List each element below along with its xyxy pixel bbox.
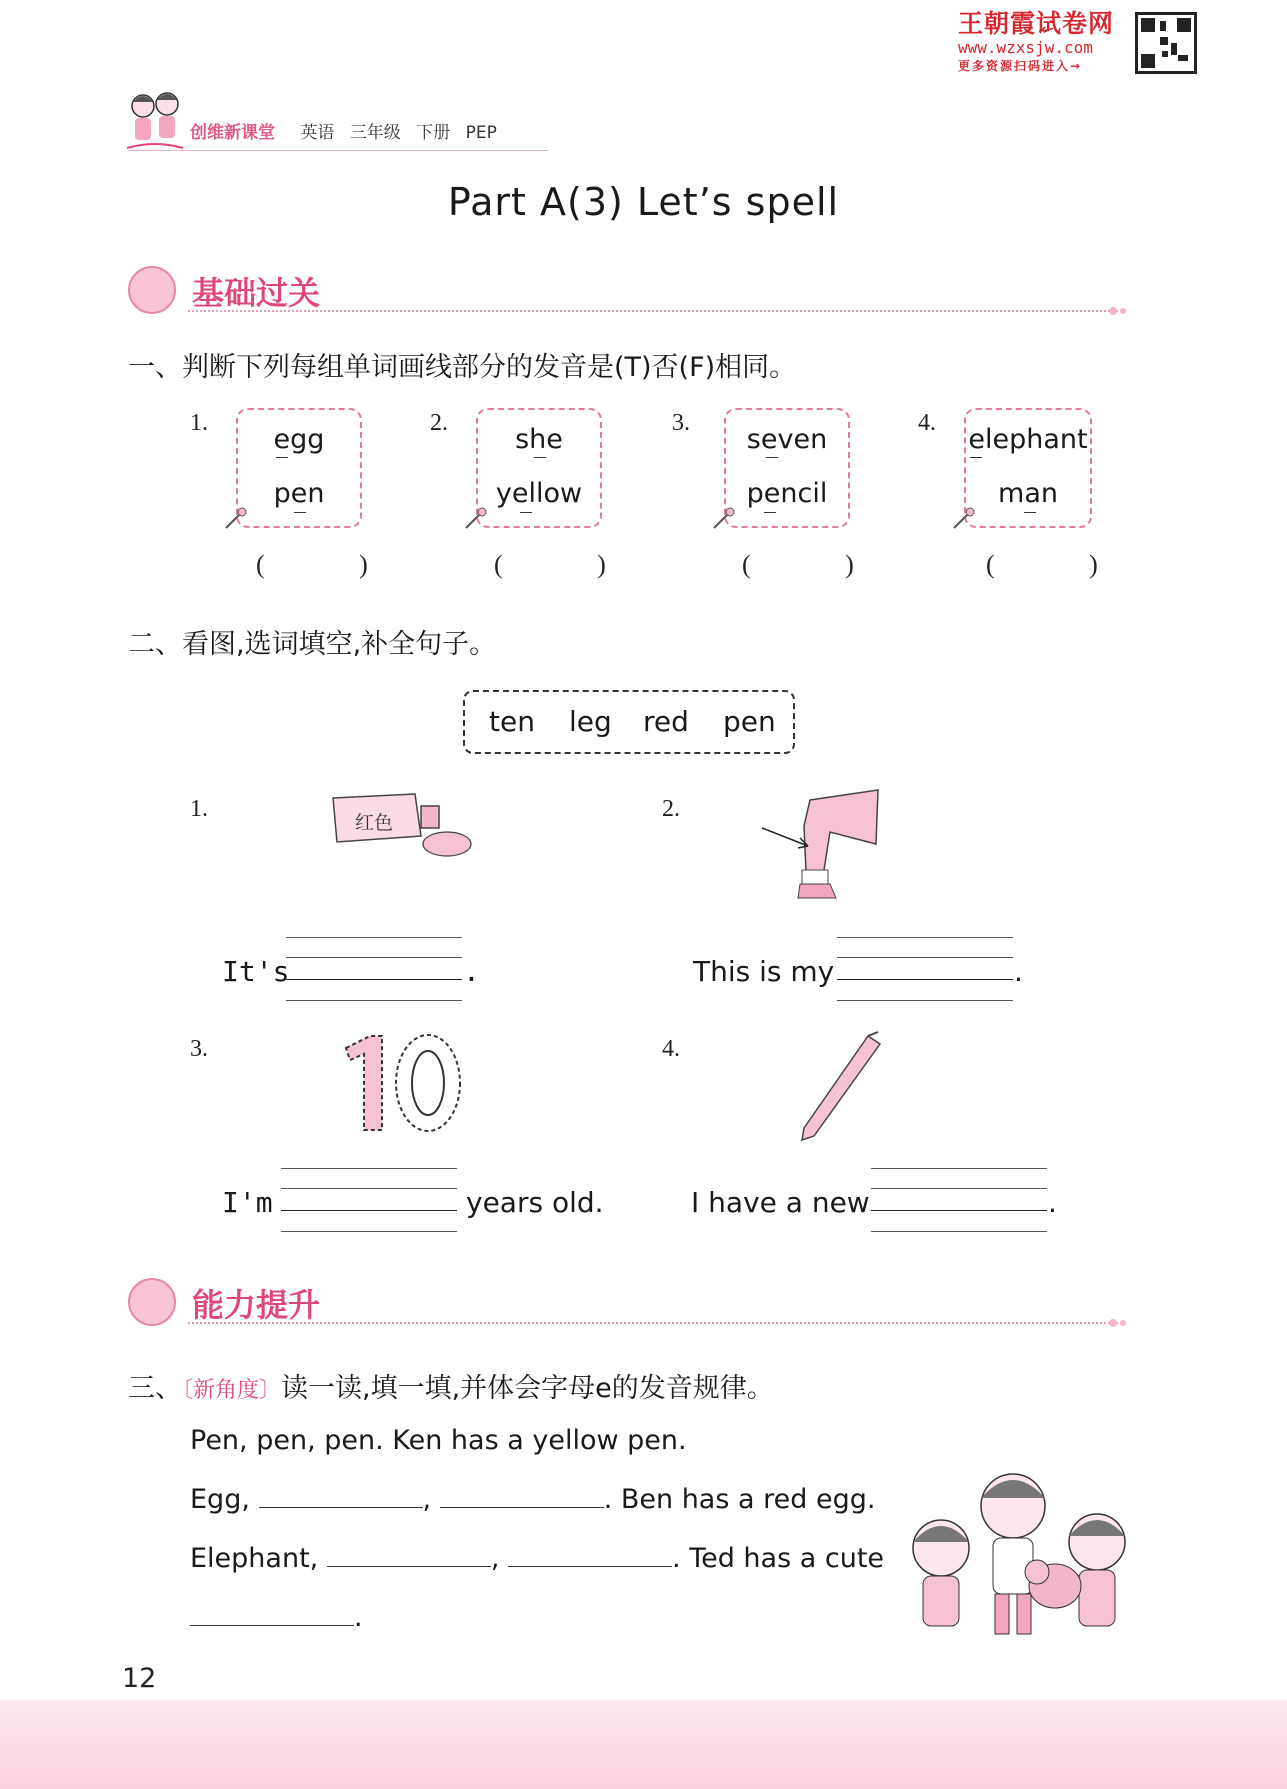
- item-number: 2.: [430, 410, 448, 436]
- sentence-start: I'm: [222, 1186, 273, 1219]
- footer-band: [0, 1700, 1287, 1789]
- question-text: 读一读,填一填,并体会字母e的发音规律。: [281, 1373, 774, 1404]
- edition: PEP: [465, 123, 497, 143]
- brand-scan-text: 更多资源扫码进入→: [958, 59, 1083, 73]
- item-number: 3.: [190, 1036, 208, 1062]
- brand-site-name: 王朝霞试卷网: [958, 9, 1115, 38]
- writing-lines[interactable]: [837, 937, 1013, 1001]
- card-word: man: [998, 478, 1058, 509]
- sentence-end: .: [463, 955, 480, 988]
- answer-paren[interactable]: ( ): [742, 550, 898, 579]
- card-word: yellow: [495, 478, 583, 509]
- word-bank: [463, 690, 795, 754]
- word-bank-item: pen: [723, 705, 776, 738]
- item-number: 2.: [662, 796, 680, 822]
- card-word: seven: [746, 424, 828, 455]
- subject: 英语: [300, 123, 335, 143]
- pencil-pin-icon: [710, 506, 736, 532]
- word-bank-item: ten: [489, 705, 535, 738]
- qr-code-icon[interactable]: [1135, 12, 1197, 74]
- series-name: 创维新课堂: [190, 123, 275, 143]
- writing-lines[interactable]: [286, 937, 462, 1001]
- sentence-start: I have a new: [691, 1186, 870, 1219]
- girl-avatar-icon: [128, 266, 176, 314]
- header-rule: [128, 150, 548, 151]
- red-paint-tube-icon: [325, 788, 475, 868]
- grade: 三年级: [349, 123, 401, 143]
- writing-lines[interactable]: [871, 1168, 1047, 1232]
- answer-paren[interactable]: ( ): [986, 550, 1142, 579]
- item-number: 1.: [190, 410, 208, 436]
- card-word: elephant: [968, 424, 1088, 455]
- kids-logo-icon: [125, 88, 185, 158]
- monkey-avatar-icon: [128, 1278, 176, 1326]
- sentence-end: .: [1014, 955, 1023, 988]
- section-label: 能力提升: [192, 1286, 321, 1324]
- sentence-start: This is my: [693, 955, 835, 988]
- question-1-prompt: 一、判断下列每组单词画线部分的发音是(T)否(F)相同。: [128, 352, 797, 383]
- card-word: she: [515, 424, 563, 455]
- fill-blank[interactable]: [508, 1566, 672, 1567]
- pencil-pin-icon: [462, 506, 488, 532]
- sentence-end: .: [1048, 1186, 1057, 1219]
- fill-blank[interactable]: [190, 1625, 354, 1626]
- card-word: pencil: [746, 478, 828, 509]
- item-number: 4.: [918, 410, 936, 436]
- sentence-end: years old.: [466, 1186, 604, 1219]
- new-angle-tag: 〔新角度〕: [182, 1378, 282, 1403]
- pencil-pin-icon: [222, 506, 248, 532]
- paint-label: 红色: [355, 812, 394, 834]
- page-title: Part A(3) Let’s spell: [447, 180, 840, 224]
- fill-blank[interactable]: [327, 1566, 491, 1567]
- card-word: pen: [273, 478, 325, 509]
- question-2-prompt: 二、看图,选词填空,补全句子。: [128, 629, 497, 660]
- children-with-elephant-icon: [905, 1462, 1135, 1642]
- book-header: [190, 118, 507, 143]
- chant-line-4: .: [190, 1602, 363, 1633]
- item-number: 4.: [662, 1036, 680, 1062]
- brand-url[interactable]: www.wzxsjw.com: [958, 38, 1093, 57]
- word-bank-item: red: [643, 705, 689, 738]
- term: 下册: [416, 123, 451, 143]
- word-card: [964, 408, 1092, 528]
- chant-line-3: Elephant, , . Ted has a cute: [190, 1543, 885, 1574]
- section-heading-basic: [128, 264, 1128, 318]
- fill-blank[interactable]: [259, 1507, 423, 1508]
- pencil-pin-icon: [950, 506, 976, 532]
- item-number: 1.: [190, 796, 208, 822]
- answer-paren[interactable]: ( ): [494, 550, 650, 579]
- writing-lines[interactable]: [281, 1168, 457, 1232]
- question-3-prompt: [128, 1366, 774, 1405]
- chant-line-2: Egg, , . Ben has a red egg.: [190, 1484, 876, 1515]
- sentence-start: It's: [222, 955, 290, 988]
- fill-blank[interactable]: [440, 1507, 604, 1508]
- page-number: 12: [122, 1663, 157, 1694]
- word-card: [724, 408, 850, 528]
- dots-icon: [1108, 304, 1128, 318]
- word-bank-item: leg: [569, 705, 612, 738]
- item-number: 3.: [672, 410, 690, 436]
- question-prefix: 三、: [128, 1373, 182, 1404]
- word-card: [476, 408, 602, 528]
- section-label: 基础过关: [192, 274, 321, 312]
- section-heading-advanced: [128, 1276, 1128, 1330]
- brand-block: [958, 10, 1138, 74]
- leg-icon: [760, 786, 890, 906]
- card-word: egg: [273, 424, 325, 455]
- dots-icon: [1108, 1316, 1128, 1330]
- word-card: [236, 408, 362, 528]
- number-ten-icon: [340, 1030, 470, 1136]
- chant-line-1: Pen, pen, pen. Ken has a yellow pen.: [190, 1425, 687, 1456]
- answer-paren[interactable]: ( ): [256, 550, 412, 579]
- pen-icon: [796, 1030, 886, 1142]
